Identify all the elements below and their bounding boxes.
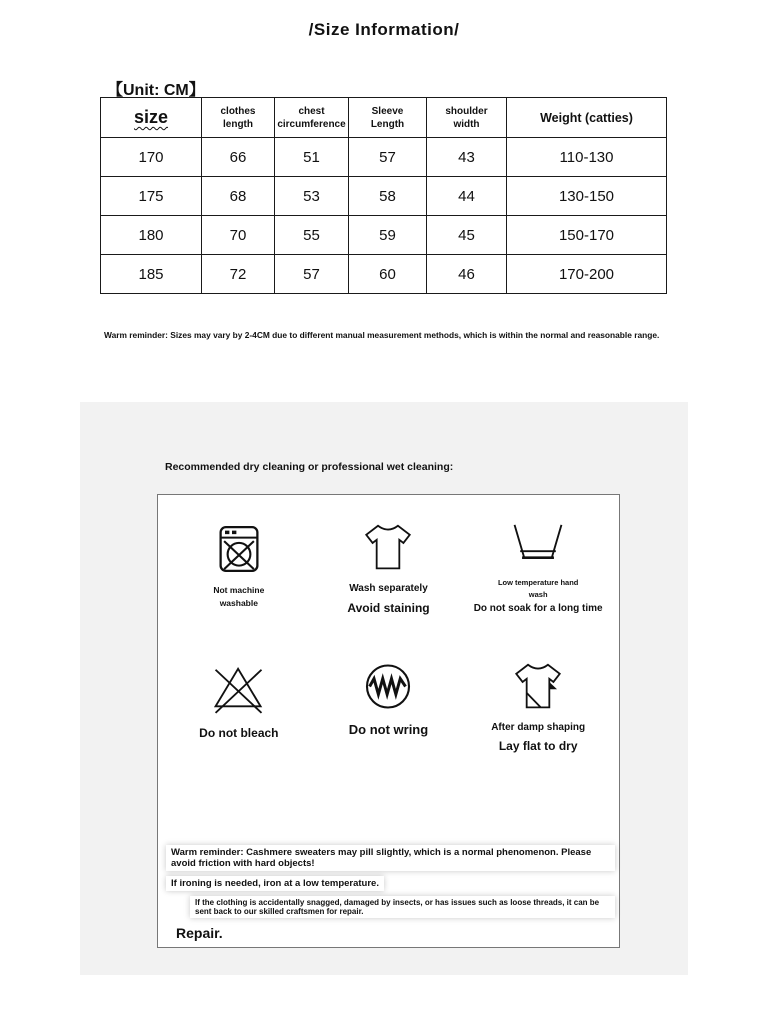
cell-clothes-length: 66 <box>202 138 275 177</box>
cell-size: 170 <box>101 138 202 177</box>
hand-wash-icon <box>508 521 568 570</box>
do-not-bleach-icon <box>209 660 269 717</box>
cell-size: 175 <box>101 177 202 216</box>
cell-weight: 170-200 <box>507 255 667 294</box>
care-item-no-machine-wash <box>164 521 314 616</box>
cell-size: 180 <box>101 216 202 255</box>
header-sleeve-length: Sleeve Length <box>349 98 427 138</box>
header-clothes-length: clothes length <box>202 98 275 138</box>
page-title: /Size Information/ <box>308 20 460 39</box>
header-shoulder-width: shoulder width <box>427 98 507 138</box>
care-caption: Low temperature hand <box>497 578 579 587</box>
size-table <box>100 97 667 294</box>
do-not-wring-icon <box>360 660 416 713</box>
care-caption: Do not bleach <box>199 725 279 740</box>
cell-chest: 57 <box>275 255 349 294</box>
care-caption: Do not soak for a long time <box>473 603 603 615</box>
care-caption: wash <box>528 590 548 600</box>
unit-label: 【Unit: CM】 <box>107 82 205 99</box>
lay-flat-dry-icon <box>509 660 567 713</box>
care-item-hand-wash <box>463 521 613 616</box>
cell-sleeve: 59 <box>349 216 427 255</box>
care-caption: washable <box>219 598 258 609</box>
care-instructions-box <box>157 494 620 948</box>
cell-chest: 51 <box>275 138 349 177</box>
table-row <box>101 177 667 216</box>
no-machine-wash-icon <box>211 521 267 577</box>
cell-chest: 53 <box>275 177 349 216</box>
care-heading: Recommended dry cleaning or professional wet cleaning: <box>165 461 454 473</box>
care-note-repair-info: If the clothing is accidentally snagged, damaged by insects, or has issues such as loose threads, it can be sent back to our skilled craftsmen for repair. <box>166 896 615 918</box>
cell-shoulder: 43 <box>427 138 507 177</box>
table-row <box>101 138 667 177</box>
size-table-header-row <box>101 98 667 138</box>
care-panel <box>80 402 688 975</box>
care-caption: Wash separately <box>349 583 428 594</box>
cell-size: 185 <box>101 255 202 294</box>
cell-clothes-length: 68 <box>202 177 275 216</box>
care-caption: Not machine <box>213 585 265 595</box>
care-note-ironing: If ironing is needed, iron at a low temperature. <box>166 876 615 891</box>
cell-clothes-length: 72 <box>202 255 275 294</box>
cell-shoulder: 45 <box>427 216 507 255</box>
care-item-wash-separately <box>314 521 464 616</box>
care-note-pilling: Warm reminder: Cashmere sweaters may pill slightly, which is a normal phenomenon. Please avoid friction with hard objects! <box>166 845 615 871</box>
wash-separately-icon <box>359 521 417 574</box>
header-size: size <box>101 98 202 138</box>
size-variance-note: Warm reminder: Sizes may vary by 2-4CM due to different manual measurement methods, which is within the normal and reasonable range. <box>104 330 660 341</box>
cell-sleeve: 57 <box>349 138 427 177</box>
care-notes <box>166 845 615 941</box>
care-caption: Avoid staining <box>347 600 430 615</box>
cell-weight: 150-170 <box>507 216 667 255</box>
cell-shoulder: 44 <box>427 177 507 216</box>
table-row <box>101 216 667 255</box>
care-item-do-not-bleach <box>164 660 314 755</box>
care-item-lay-flat-dry <box>463 660 613 755</box>
cell-sleeve: 58 <box>349 177 427 216</box>
cell-shoulder: 46 <box>427 255 507 294</box>
cell-chest: 55 <box>275 216 349 255</box>
cell-weight: 130-150 <box>507 177 667 216</box>
care-caption: Do not wring <box>348 721 429 737</box>
cell-clothes-length: 70 <box>202 216 275 255</box>
cell-weight: 110-130 <box>507 138 667 177</box>
care-item-do-not-wring <box>314 660 464 755</box>
header-chest-circumference: chest circumference <box>275 98 349 138</box>
care-icon-grid <box>158 495 619 754</box>
care-note-repair: Repair. <box>176 925 223 941</box>
care-caption: After damp shaping <box>491 721 586 733</box>
table-row <box>101 255 667 294</box>
header-weight: Weight (catties) <box>507 98 667 138</box>
cell-sleeve: 60 <box>349 255 427 294</box>
care-caption: Lay flat to dry <box>498 739 578 754</box>
